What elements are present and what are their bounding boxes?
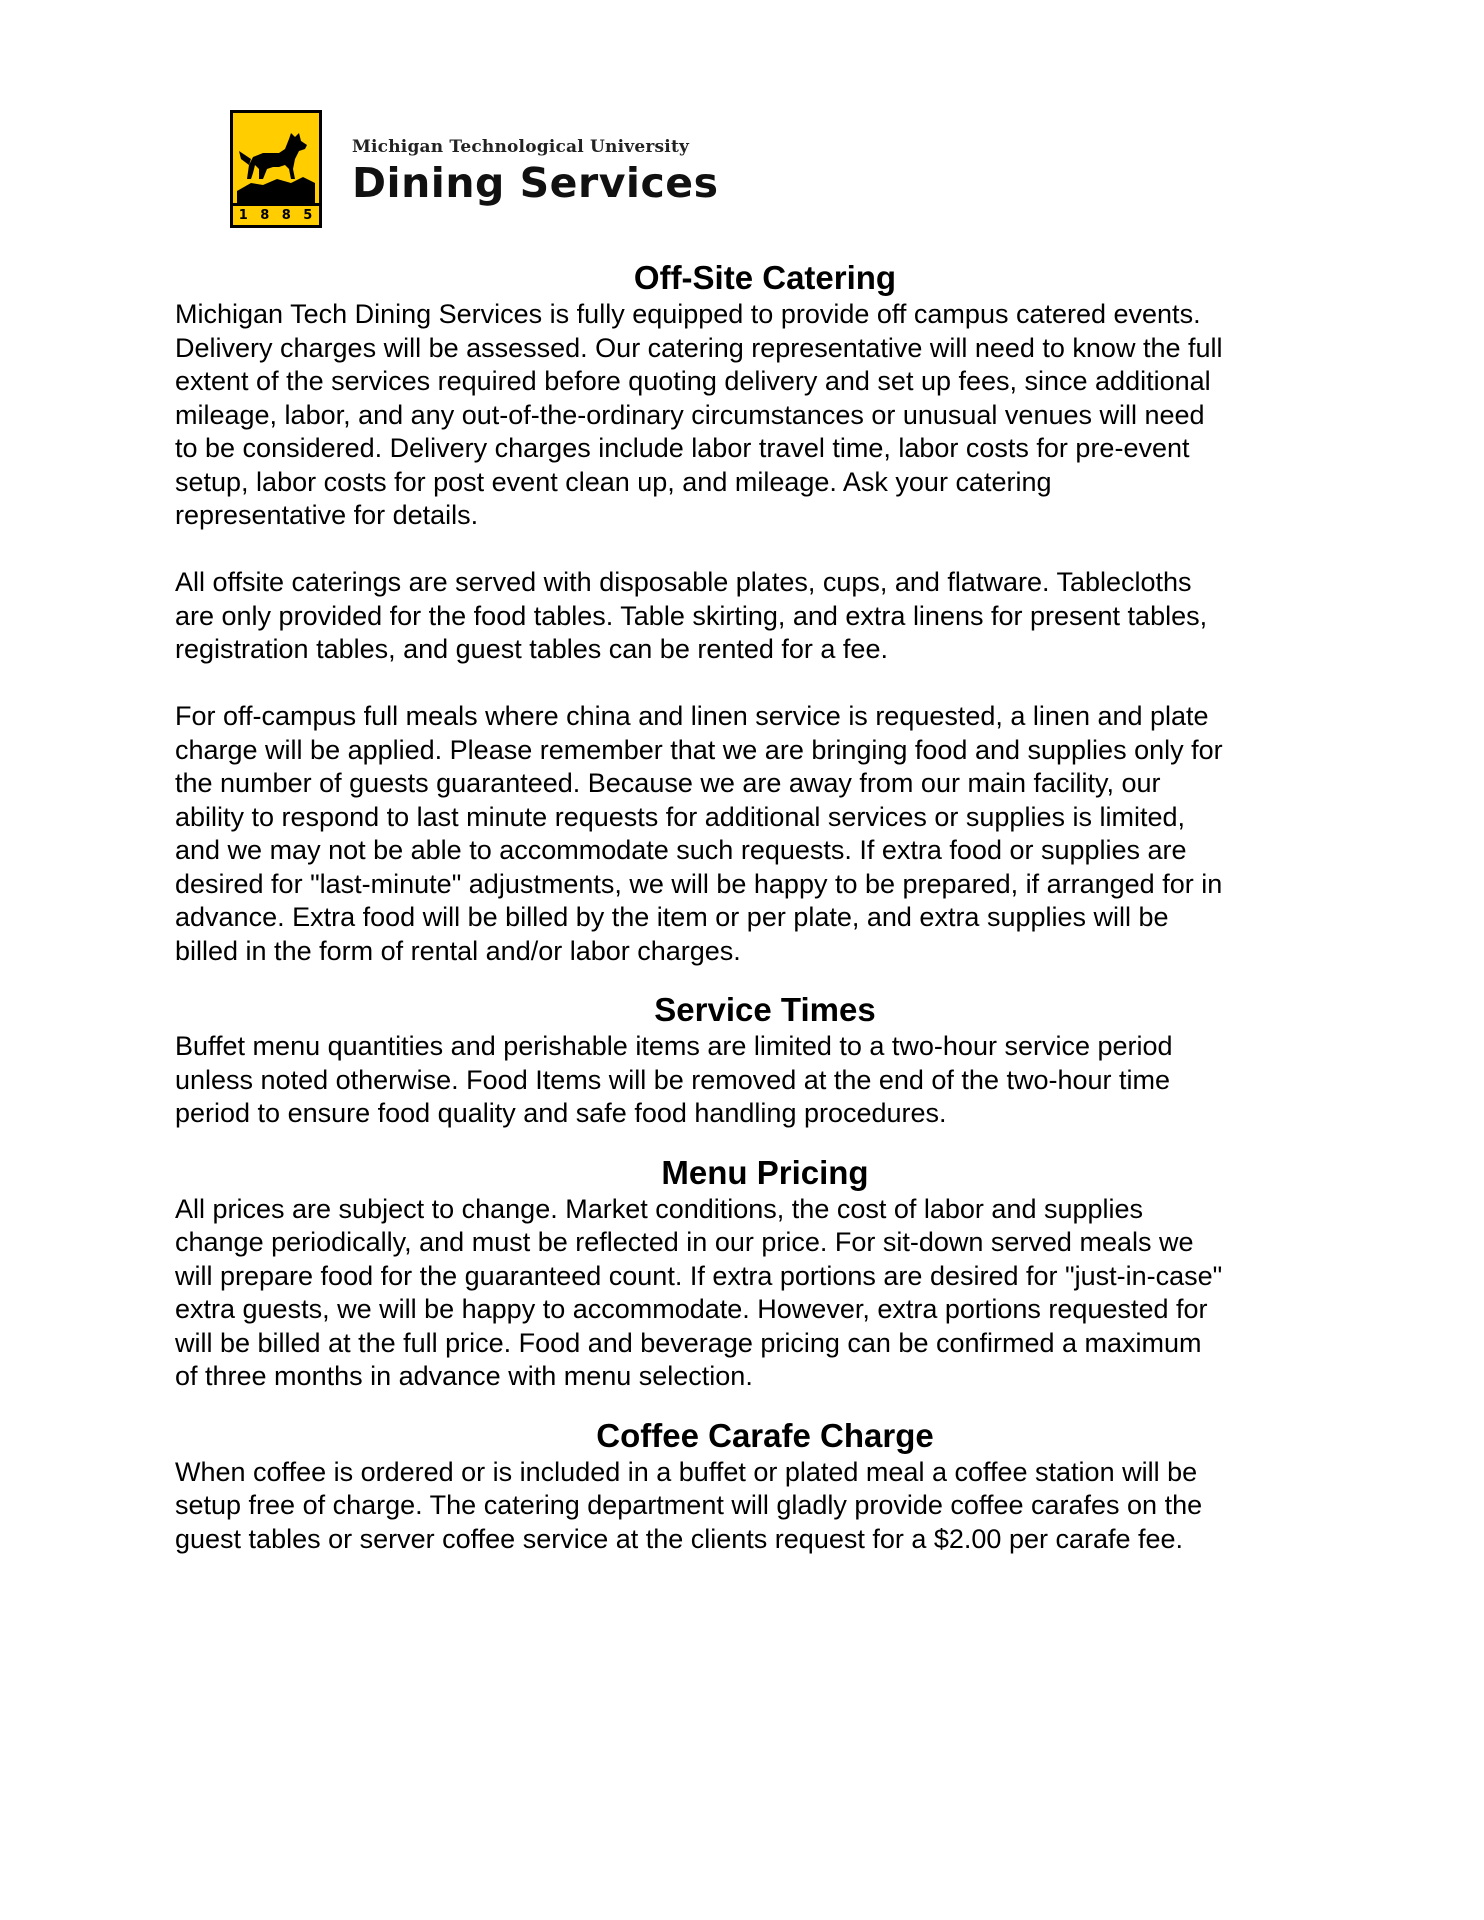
paragraph-offsite-1: Michigan Tech Dining Services is fully equipped to provide off campus catered events. Delivery charges will be assessed. Our catering representative will need to know the full extent of the services required before quoting delivery and set up fees, since additional mileage, labor, and any out-of-the-ordinary circumstances or unusual venues will need to be considered. Delivery charges include labor travel time, labor costs for pre-event setup, labor costs for post event clean up, and mileage. Ask your catering representative for details.	[175, 299, 1223, 530]
paragraph-menu-pricing: All prices are subject to change. Market conditions, the cost of labor and supplies change periodically, and must be reflected in our price. For sit-down served meals we will prepare food for the guaranteed count. If extra portions are desired for "just-in-case" extra guests, we will be happy to accommodate. However, extra portions requested for will be billed at the full price. Food and beverage pricing can be confirmed a maximum of three months in advance with menu selection.	[175, 1193, 1223, 1391]
logo-year-digit: 8	[281, 208, 292, 223]
paragraph-service-times: Buffet menu quantities and perishable items are limited to a two-hour service period unless noted otherwise. Food Items will be removed at the end of the two-hour time period to ensure food quality and safe food handling procedures.	[175, 1031, 1173, 1128]
logo-year-digit: 1	[238, 208, 249, 223]
document-body	[175, 258, 1325, 1556]
section-title-menu-pricing: Menu Pricing	[661, 1153, 869, 1191]
logo-year	[233, 203, 319, 225]
unit-name: Dining Services	[352, 159, 719, 207]
paragraph-offsite-2: All offsite caterings are served with disposable plates, cups, and flatware. Tablecloths are only provided for the food tables. Table skirting, and extra linens for present tables, registration tables, and guest tables can be rented for a fee.	[175, 567, 1208, 664]
logo-year-digit: 5	[303, 208, 314, 223]
university-name: Michigan Technological University	[352, 137, 690, 157]
section-title-offsite: Off-Site Catering	[633, 259, 897, 296]
paragraph-offsite-3: For off-campus full meals where china and linen service is requested, a linen and plate charge will be applied. Please remember that we are bringing food and supplies only for the number of guests guaranteed. Because we are away from our main facility, our ability to respond to last minute requests for additional services or supplies is limited, and we may not be able to accommodate such requests. If extra food or supplies are desired for "last-minute" adjustments, we will be happy to be prepared, if arranged for in advance. Extra food will be billed by the item or per plate, and extra supplies will be billed in the form of rental and/or labor charges.	[175, 701, 1223, 966]
section-title-service-times: Service Times	[654, 991, 876, 1028]
logo-year-digit: 8	[260, 208, 271, 223]
brand-text	[352, 137, 719, 207]
paragraph-coffee: When coffee is ordered or is included in a buffet or plated meal a coffee station will be setup free of charge. The catering department will gladly provide coffee carafes on the guest tables or server coffee service at the clients request for a $2.00 per carafe fee.	[175, 1456, 1203, 1554]
university-logo	[230, 110, 322, 228]
husky-icon	[233, 113, 319, 203]
section-title-coffee: Coffee Carafe Charge	[596, 1416, 934, 1454]
header	[230, 110, 719, 228]
